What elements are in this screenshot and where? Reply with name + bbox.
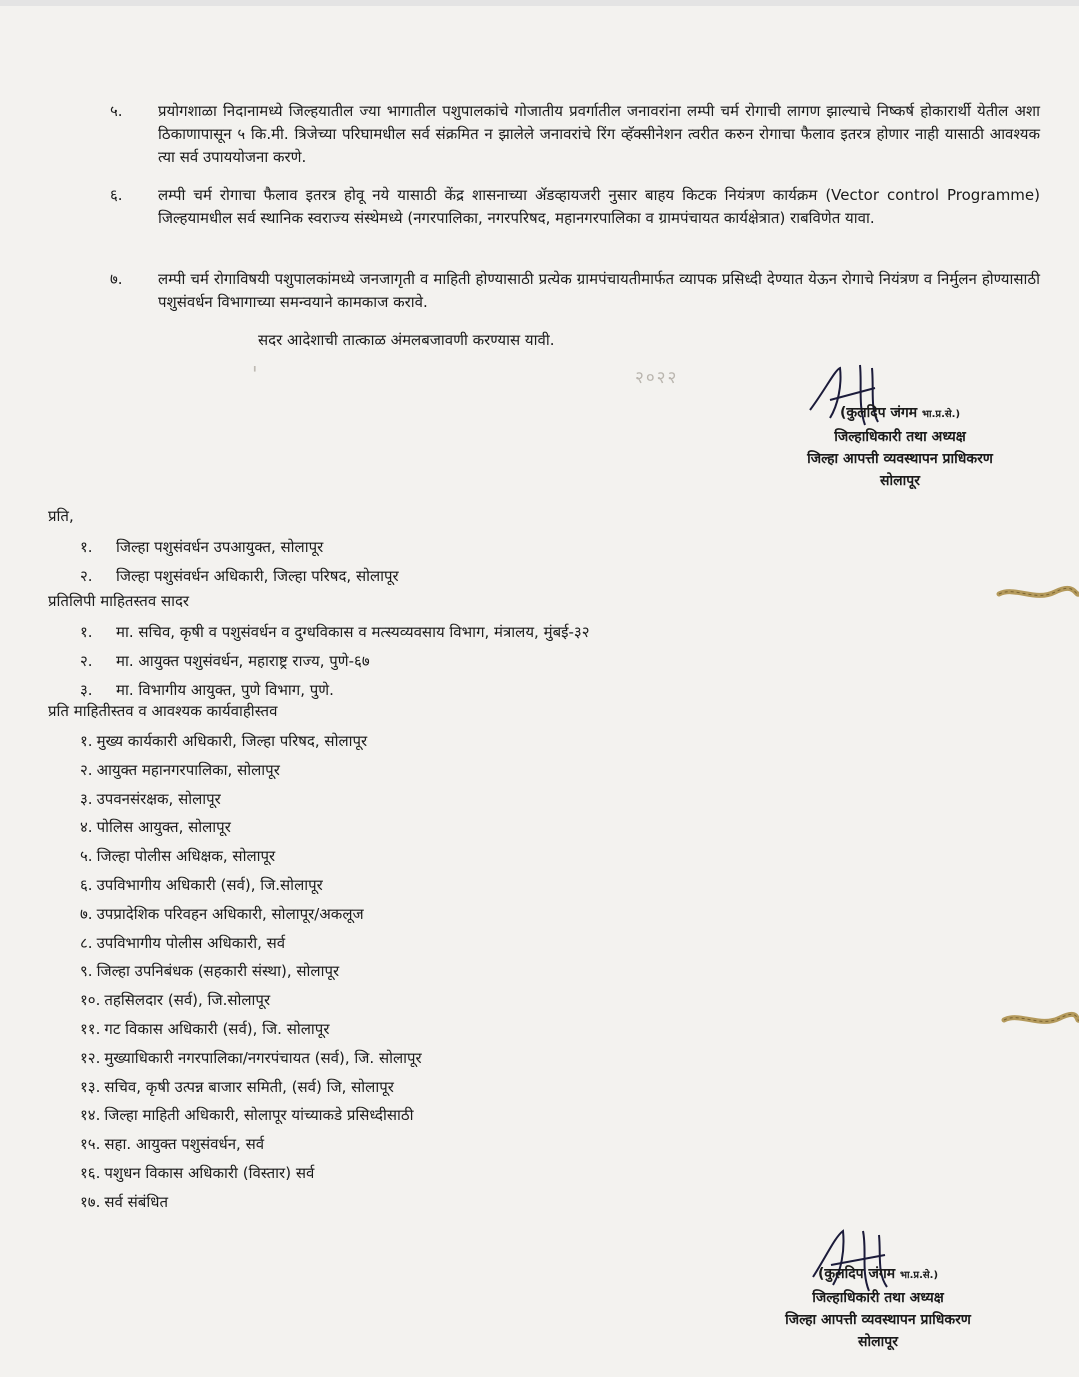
list-item: ५. जिल्हा पोलीस अधिक्षक, सोलापूर — [80, 847, 276, 866]
clause-5 — [110, 100, 1040, 169]
binder-string-icon — [1000, 1006, 1079, 1036]
clause-number: ५. — [110, 102, 123, 120]
list-item: ३. उपवनसंरक्षक, सोलापूर — [80, 789, 221, 808]
copy-action-heading: प्रति माहितीस्तव व आवश्यक कार्यवाहीस्तव — [48, 702, 278, 720]
list-item: १५. सहा. आयुक्त पशुसंवर्धन, सर्व — [80, 1135, 265, 1154]
copy-submitted-heading: प्रतिलिपी माहितस्तव सादर — [48, 592, 190, 610]
signatory-designation: जिल्हाधिकारी तथा अध्यक्ष — [834, 429, 966, 445]
list-item: ९. जिल्हा उपनिबंधक (सहकारी संस्था), सोलापूर — [80, 962, 340, 981]
signatory-authority: जिल्हा आपत्ती व्यवस्थापन प्राधिकरण — [785, 1312, 971, 1328]
signature-block-bottom — [748, 1263, 1008, 1353]
list-item: १. जिल्हा पशुसंवर्धन उपआयुक्त, सोलापूर — [80, 538, 324, 556]
copy-action-list — [80, 727, 422, 1217]
signatory-designation: जिल्हाधिकारी तथा अध्यक्ष — [812, 1290, 944, 1306]
list-item: ८. उपविभागीय पोलीस अधिकारी, सर्व — [80, 933, 286, 952]
list-item: ४. पोलिस आयुक्त, सोलापूर — [80, 818, 231, 837]
list-item: १२. मुख्याधिकारी नगरपालिका/नगरपंचायत (सर्व), जि. सोलापूर — [80, 1048, 422, 1067]
list-item: २. मा. आयुक्त पशुसंवर्धन, महाराष्ट्र राज्य, पुणे-६७ — [80, 652, 370, 670]
list-item: ६. उपविभागीय अधिकारी (सर्व), जि.सोलापूर — [80, 875, 323, 894]
faint-mark: ' — [252, 362, 258, 386]
signatory-name: (कुलदिप जंगम — [839, 405, 918, 421]
signatory-name: (कुलदिप जंगम — [817, 1266, 896, 1282]
list-item: १३. सचिव, कृषी उत्पन्न बाजार समिती, (सर्व) जि, सोलापूर — [80, 1077, 394, 1096]
list-item: १. मा. सचिव, कृषी व पशुसंवर्धन व दुग्धविकास व मत्स्यव्यवसाय विभाग, मंत्रालय, मुंबई-३२ — [80, 623, 590, 641]
list-item: ११. गट विकास अधिकारी (सर्व), जि. सोलापूर — [80, 1019, 330, 1038]
list-item: १. मुख्य कार्यकारी अधिकारी, जिल्हा परिषद, सोलापूर — [80, 732, 368, 750]
list-item: ७. उपप्रादेशिक परिवहन अधिकारी, सोलापूर/अकलूज — [80, 904, 364, 923]
copy-submitted-list — [80, 618, 590, 705]
scan-top-edge — [0, 0, 1079, 6]
signatory-suffix: भा.प्र.से.) — [922, 409, 961, 420]
clause-text: लम्पी चर्म रोगाचा फैलाव इतरत्र होवू नये यासाठी केंद्र शासनाच्या ॲडव्हायजरी नुसार बाहय किटक नियंत्रण कार्यक्रम (Vector control Programme) जिल्हयामधील सर्व स्थानिक स्वराज्य संस्थेमध्ये (नगरपालिका, नगरपरिषद, महानगरपालिका व ग्रामपंचायत कार्यक्षेत्रात) राबविणेत यावा. — [158, 186, 1040, 227]
list-item: १७. सर्व संबंधित — [80, 1192, 168, 1211]
signatory-authority: जिल्हा आपत्ती व्यवस्थापन प्राधिकरण — [807, 451, 993, 467]
clause-number: ६. — [110, 186, 123, 204]
to-list — [80, 533, 399, 591]
list-item: १६. पशुधन विकास अधिकारी (विस्तार) सर्व — [80, 1163, 315, 1182]
clause-6 — [110, 184, 1040, 230]
list-item: ३. मा. विभागीय आयुक्त, पुणे विभाग, पुणे. — [80, 681, 334, 699]
list-item: २. आयुक्त महानगरपालिका, सोलापूर — [80, 760, 280, 779]
clause-text: प्रयोगशाळा निदानामध्ये जिल्हयातील ज्या भागातील पशुपालकांचे गोजातीय प्रवर्गातील जनावरांना लम्पी चर्म रोगाची लागण झाल्याचे निष्कर्ष होकारार्थी येतील अशा ठिकाणापासून ५ कि.मी. त्रिजेच्या परिघामधील सर्व संक्रमित न झालेले जनावरांचे रिंग व्हॅक्सीनेशन त्वरीत करुन रोगाचा फैलाव इतरत्र होणार नाही यासाठी आवश्यक त्या सर्व उपाययोजना करणे. — [158, 102, 1040, 166]
clause-text: लम्पी चर्म रोगाविषयी पशुपालकांमध्ये जनजागृती व माहिती होण्यासाठी प्रत्येक ग्रामपंचायतीमार्फत व्यापक प्रसिध्दी देण्यात येऊन रोगाचे नियंत्रण व निर्मुलन होण्यासाठी पशुसंवर्धन विभागाच्या समन्वयाने कामकाज करावे. — [158, 270, 1040, 311]
signatory-place: सोलापूर — [858, 1334, 898, 1350]
clause-7 — [110, 268, 1040, 314]
to-heading: प्रति, — [48, 507, 74, 525]
faint-number: २०२२ — [635, 368, 679, 388]
list-item: १०. तहसिलदार (सर्व), जि.सोलापूर — [80, 991, 271, 1010]
signatory-suffix: भा.प्र.से.) — [900, 1270, 939, 1281]
list-item: २. जिल्हा पशुसंवर्धन अधिकारी, जिल्हा परिषद, सोलापूर — [80, 567, 399, 585]
directive-text: सदर आदेशाची तात्काळ अंमलबजावणी करण्यास यावी. — [258, 331, 555, 349]
binder-string-icon — [995, 582, 1079, 612]
signatory-place: सोलापूर — [880, 473, 920, 489]
list-item: १४. जिल्हा माहिती अधिकारी, सोलापूर यांच्याकडे प्रसिध्दीसाठी — [80, 1106, 414, 1125]
clause-number: ७. — [110, 270, 123, 288]
signature-block-top — [770, 402, 1030, 492]
